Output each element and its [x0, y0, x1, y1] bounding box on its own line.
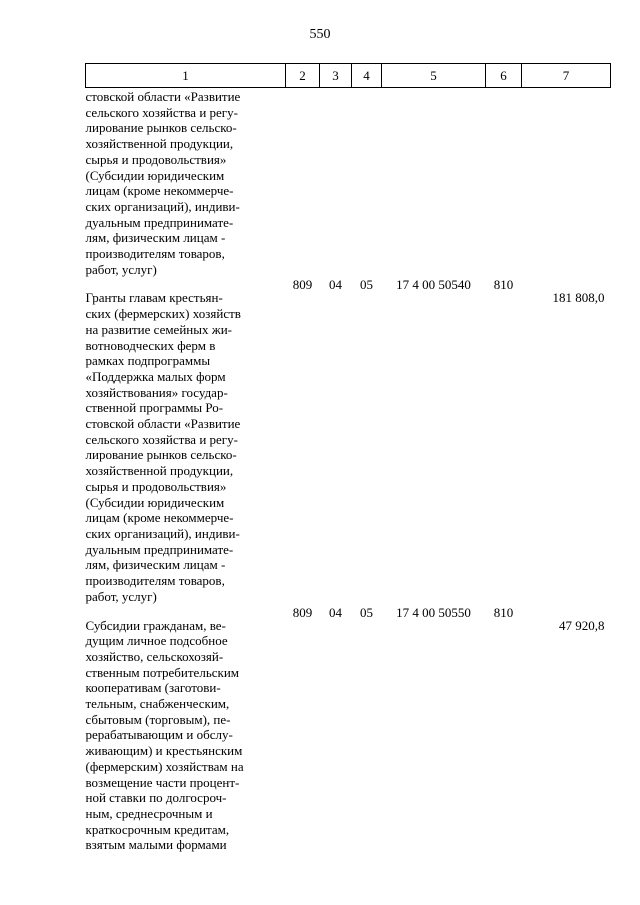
column-header: 4	[352, 64, 382, 88]
description-line: (Субсидии юридическим	[85, 167, 225, 183]
expense-type-code	[486, 88, 522, 278]
description-line: Субсидии гражданам, ве-	[85, 617, 226, 633]
description-line: Гранты главам крестьян-	[85, 290, 223, 306]
subsection-code	[352, 88, 382, 278]
description-line: хозяйство, сельскохозяй-	[85, 648, 224, 664]
description-line: возмещение части процент-	[85, 774, 240, 790]
subsection-code: 05	[360, 277, 373, 293]
description-line: лям, физическим лицам -	[85, 230, 226, 246]
ministry-code: 809	[292, 277, 313, 293]
target-article-code: 17 4 00 50540	[396, 277, 471, 293]
table-header-row	[86, 64, 611, 88]
description-line: (фермерским) хозяйствам на	[85, 758, 244, 774]
subsection-code: 05	[360, 604, 373, 620]
page-number: 550	[309, 27, 331, 42]
amount-value	[522, 88, 611, 278]
target-article-code	[382, 88, 486, 278]
description-line: дущим личное подсобное	[85, 633, 228, 649]
description-line: «Поддержка малых форм	[85, 368, 226, 384]
description-line: лицам (кроме некоммерче-	[85, 183, 234, 199]
description-line: работ, услуг)	[85, 588, 157, 604]
description-line: ной ставки по долгосроч-	[85, 790, 227, 806]
ministry-code: 809	[292, 604, 313, 620]
description-line: тельным, снабженческим,	[85, 696, 230, 712]
description-line: ских организаций), индиви-	[85, 525, 240, 541]
description-line: лирование рынков сельско-	[85, 447, 237, 463]
column-header: 7	[522, 64, 611, 88]
column-header: 3	[320, 64, 352, 88]
description-line: дуальным предпринимате-	[85, 541, 234, 557]
description-line: сельского хозяйства и регу-	[85, 104, 238, 120]
row-description	[86, 88, 286, 278]
row-description	[86, 277, 286, 604]
description-line: производителям товаров,	[85, 246, 225, 262]
description-line: сырья и продовольствия»	[85, 478, 227, 494]
description-line: рамках подпрограммы	[85, 353, 211, 369]
table-row	[86, 277, 611, 604]
description-line: живающим) и крестьянским	[85, 743, 243, 759]
description-line: сбытовым (торговым), пе-	[85, 711, 231, 727]
description-line: дуальным предпринимате-	[85, 214, 234, 230]
column-header: 6	[486, 64, 522, 88]
description-line: производителям товаров,	[85, 573, 225, 589]
ministry-code	[286, 88, 320, 278]
section-code	[320, 88, 352, 278]
row-description	[86, 605, 286, 854]
column-header: 1	[86, 64, 286, 88]
column-header: 5	[382, 64, 486, 88]
description-line: сельского хозяйства и регу-	[85, 431, 238, 447]
description-line: хозяйственной продукции,	[85, 463, 234, 479]
table-row	[86, 88, 611, 278]
section-code: 04	[329, 604, 342, 620]
description-line: (Субсидии юридическим	[85, 494, 225, 510]
expense-type-code: 810	[493, 277, 514, 293]
description-line: ственной программы Ро-	[85, 400, 224, 416]
amount-value: 47 920,8	[559, 617, 605, 633]
description-line: вотноводческих ферм в	[85, 337, 216, 353]
column-header: 2	[286, 64, 320, 88]
description-line: работ, услуг)	[85, 261, 157, 277]
description-line: на развитие семейных жи-	[85, 321, 232, 337]
expense-type-code: 810	[493, 604, 514, 620]
target-article-code: 17 4 00 50550	[396, 604, 471, 620]
description-line: хозяйствования» государ-	[85, 384, 228, 400]
description-line: рерабатывающим и обслу-	[85, 727, 233, 743]
description-line: лям, физическим лицам -	[85, 557, 226, 573]
description-line: взятым малыми формами	[85, 837, 227, 853]
description-line: ских (фермерских) хозяйств	[85, 306, 241, 322]
amount-value: 181 808,0	[552, 290, 605, 306]
description-line: лицам (кроме некоммерче-	[85, 510, 234, 526]
description-line: хозяйственной продукции,	[85, 136, 234, 152]
description-line: стовской области «Развитие	[85, 89, 241, 104]
section-code: 04	[329, 277, 342, 293]
description-line: ным, среднесрочным и	[85, 805, 213, 821]
description-line: лирование рынков сельско-	[85, 120, 237, 136]
description-line: ственным потребительским	[85, 664, 240, 680]
description-line: стовской области «Развитие	[85, 416, 241, 432]
table-row	[86, 605, 611, 854]
budget-table	[85, 63, 611, 853]
description-line: сырья и продовольствия»	[85, 151, 227, 167]
description-line: кооперативам (заготови-	[85, 680, 221, 696]
description-line: краткосрочным кредитам,	[85, 821, 230, 837]
description-line: ских организаций), индиви-	[85, 198, 240, 214]
